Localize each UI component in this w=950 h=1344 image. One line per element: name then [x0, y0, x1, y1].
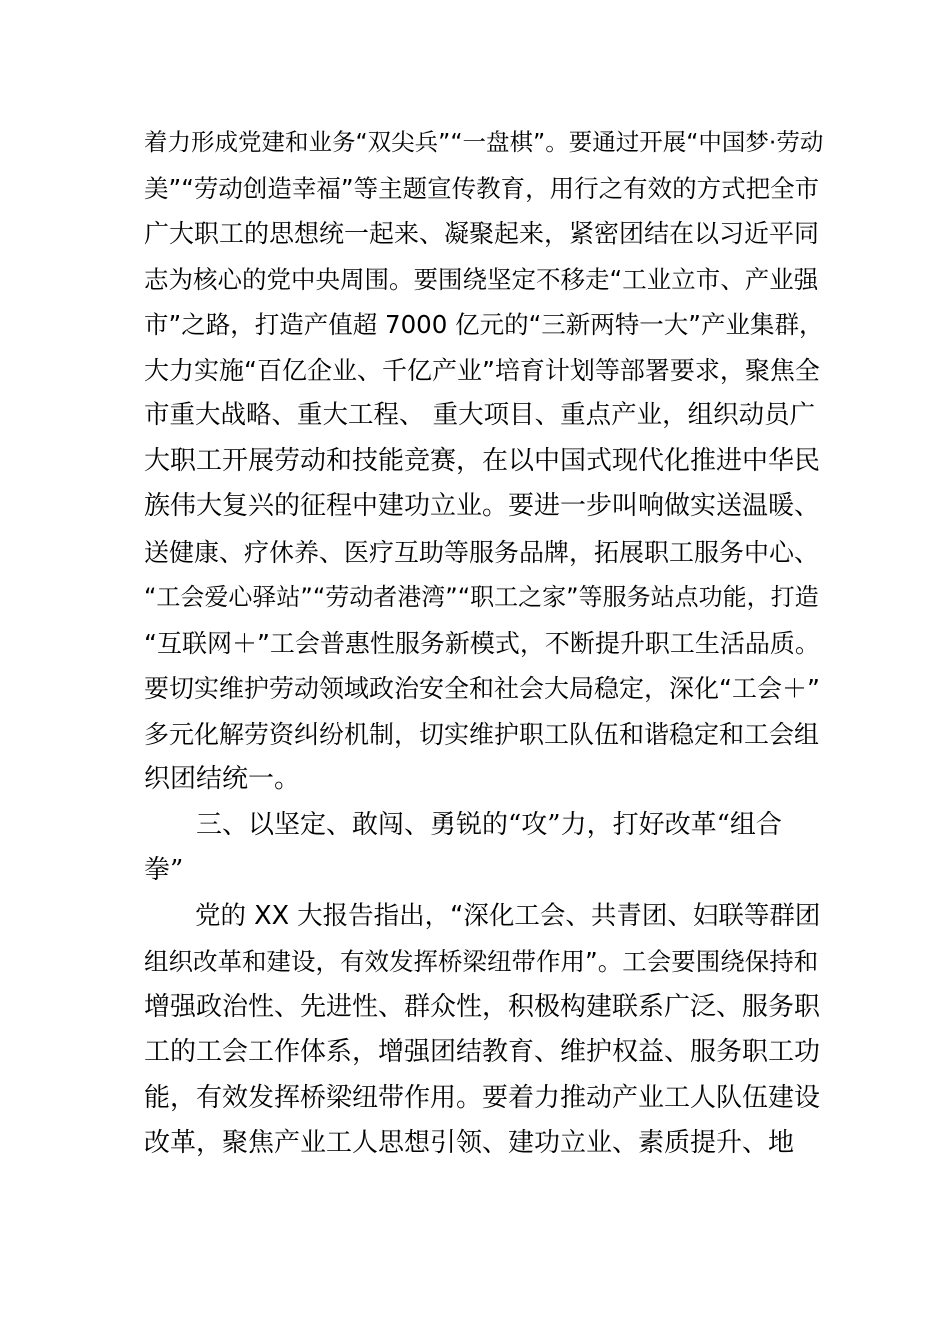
section-heading: 三、以坚定、敢闯、勇锐的“攻”力，打好改革“组合	[144, 809, 782, 840]
text-line: 广大职工的思想统一起来、凝聚起来，紧密团结在以习近平同	[144, 219, 820, 248]
section-heading-continued: 拳”	[144, 855, 184, 885]
text-line: 工的工会工作体系，增强团结教育、维护权益、服务职工功	[144, 1037, 821, 1067]
text-line: 织团结统一。	[144, 764, 301, 794]
body-text	[144, 120, 824, 1167]
text-line: “互联网＋”工会普惠性服务新模式，不断提升职工生活品质。	[144, 628, 820, 658]
text-line: 组织改革和建设，有效发挥桥梁纽带作用”。工会要围绕保持和	[144, 947, 819, 976]
text-line: 大力实施“百亿企业、千亿产业”培育计划等部署要求，聚焦全	[144, 355, 820, 385]
text-line: 着力形成党建和业务“双尖兵”“一盘棋”。要通过开展“中国梦·劳动	[144, 128, 824, 156]
text-line: 增强政治性、先进性、群众性，积极构建联系广泛、服务职	[144, 991, 821, 1022]
text-line: 美”“劳动创造幸福”等主题宣传教育，用行之有效的方式把全市	[144, 173, 820, 203]
text-line: 市”之路，打造产值超 7000 亿元的“三新两特一大”产业集群，	[144, 310, 824, 339]
text-line: “工会爱心驿站”“劳动者港湾”“职工之家”等服务站点功能，打造	[144, 583, 819, 611]
text-line: 改革，聚焦产业工人思想引领、建功立业、素质提升、地	[144, 1128, 795, 1158]
text-line: 要切实维护劳动领域政治安全和社会大局稳定，深化“工会＋”	[144, 674, 820, 703]
text-line: 志为核心的党中央周围。要围绕坚定不移走“工业立市、产业强	[144, 264, 819, 294]
text-line: 送健康、疗休养、医疗互助等服务品牌，拓展职工服务中心、	[144, 537, 820, 567]
text-line: 市重大战略、重大工程、 重大项目、重点产业，组织动员广	[144, 400, 816, 430]
text-line: 党的 XX 大报告指出，“深化工会、共青团、妇联等群团	[144, 900, 821, 931]
text-line: 族伟大复兴的征程中建功立业。要进一步叫响做实送温暖、	[144, 491, 821, 521]
text-line: 大职工开展劳动和技能竞赛，在以中国式现代化推进中华民	[144, 445, 821, 476]
text-line: 多元化解劳资纠纷机制，切实维护职工队伍和谐稳定和工会组	[144, 719, 820, 749]
text-line: 能，有效发挥桥梁纽带作用。要着力推动产业工人队伍建设	[144, 1082, 821, 1113]
